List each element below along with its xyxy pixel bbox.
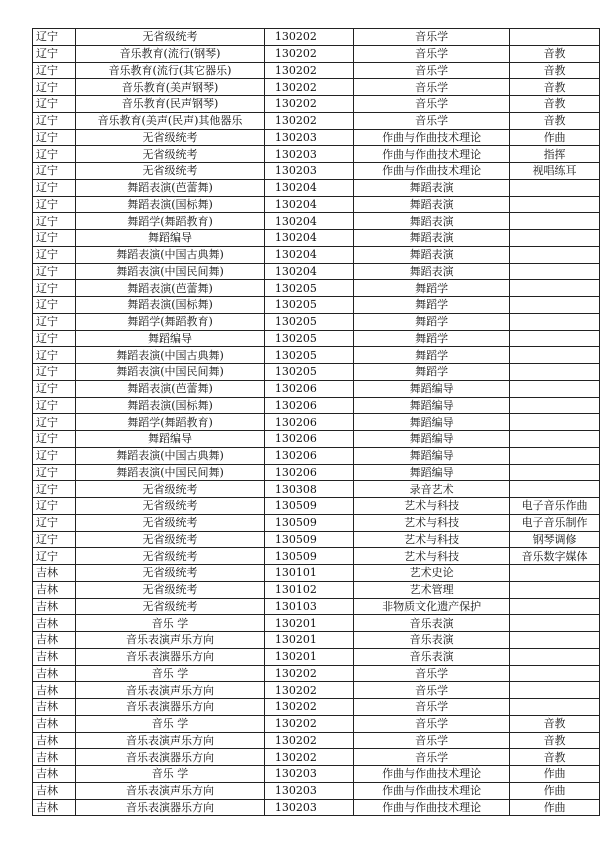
- table-row: [33, 297, 600, 314]
- major-code-cell: 130202: [264, 749, 353, 766]
- major-name-cell: 舞蹈编导: [354, 464, 510, 481]
- direction-cell: 作曲: [510, 782, 600, 799]
- exam-category-cell: 舞蹈学(舞蹈教育): [76, 213, 265, 230]
- major-code-cell: 130206: [264, 431, 353, 448]
- direction-cell: [510, 682, 600, 699]
- table-row: [33, 62, 600, 79]
- major-code-cell: 130205: [264, 364, 353, 381]
- direction-cell: [510, 414, 600, 431]
- exam-category-cell: 音乐 学: [76, 615, 265, 632]
- direction-cell: [510, 615, 600, 632]
- table-row: [33, 699, 600, 716]
- direction-cell: 音教: [510, 62, 600, 79]
- province-cell: 辽宁: [33, 397, 76, 414]
- exam-category-cell: 无省级统考: [76, 531, 265, 548]
- direction-cell: [510, 397, 600, 414]
- direction-cell: 音教: [510, 715, 600, 732]
- major-name-cell: 舞蹈编导: [354, 414, 510, 431]
- table-row: [33, 129, 600, 146]
- province-cell: 吉林: [33, 699, 76, 716]
- major-name-cell: 艺术史论: [354, 565, 510, 582]
- major-name-cell: 艺术与科技: [354, 531, 510, 548]
- major-name-cell: 艺术与科技: [354, 514, 510, 531]
- major-code-cell: 130202: [264, 79, 353, 96]
- table-row: [33, 246, 600, 263]
- exam-category-cell: 舞蹈学(舞蹈教育): [76, 313, 265, 330]
- direction-cell: 作曲: [510, 766, 600, 783]
- province-cell: 辽宁: [33, 280, 76, 297]
- province-cell: 辽宁: [33, 62, 76, 79]
- direction-cell: [510, 347, 600, 364]
- province-cell: 辽宁: [33, 380, 76, 397]
- exam-category-cell: 无省级统考: [76, 29, 265, 46]
- major-code-cell: 130509: [264, 531, 353, 548]
- exam-category-cell: 舞蹈编导: [76, 330, 265, 347]
- major-code-cell: 130205: [264, 347, 353, 364]
- major-name-cell: 舞蹈编导: [354, 380, 510, 397]
- direction-cell: [510, 464, 600, 481]
- major-code-cell: 130204: [264, 230, 353, 247]
- major-code-cell: 130203: [264, 782, 353, 799]
- major-code-cell: 130201: [264, 632, 353, 649]
- table-row: [33, 45, 600, 62]
- major-code-cell: 130202: [264, 112, 353, 129]
- table-row: [33, 96, 600, 113]
- table-row: [33, 464, 600, 481]
- exam-category-cell: 音乐表演声乐方向: [76, 782, 265, 799]
- exam-category-cell: 舞蹈表演(中国古典舞): [76, 246, 265, 263]
- major-code-cell: 130203: [264, 799, 353, 816]
- table-row: [33, 213, 600, 230]
- province-cell: 辽宁: [33, 146, 76, 163]
- province-cell: 辽宁: [33, 313, 76, 330]
- table-row: [33, 531, 600, 548]
- direction-cell: [510, 481, 600, 498]
- table-row: [33, 598, 600, 615]
- table-row: [33, 414, 600, 431]
- table-row: [33, 749, 600, 766]
- major-name-cell: 作曲与作曲技术理论: [354, 129, 510, 146]
- province-cell: 辽宁: [33, 45, 76, 62]
- major-code-cell: 130205: [264, 313, 353, 330]
- major-name-cell: 音乐学: [354, 699, 510, 716]
- table-row: [33, 481, 600, 498]
- province-cell: 辽宁: [33, 112, 76, 129]
- direction-cell: 音教: [510, 732, 600, 749]
- exam-category-cell: 无省级统考: [76, 481, 265, 498]
- direction-cell: [510, 230, 600, 247]
- province-cell: 辽宁: [33, 364, 76, 381]
- major-code-cell: 130204: [264, 213, 353, 230]
- major-code-cell: 130202: [264, 732, 353, 749]
- exam-category-cell: 无省级统考: [76, 565, 265, 582]
- direction-cell: [510, 297, 600, 314]
- major-name-cell: 作曲与作曲技术理论: [354, 163, 510, 180]
- table-row: [33, 732, 600, 749]
- province-cell: 吉林: [33, 598, 76, 615]
- direction-cell: 音教: [510, 112, 600, 129]
- admissions-table: [32, 28, 600, 816]
- province-cell: 辽宁: [33, 79, 76, 96]
- major-name-cell: 舞蹈学: [354, 297, 510, 314]
- direction-cell: [510, 581, 600, 598]
- major-name-cell: 作曲与作曲技术理论: [354, 782, 510, 799]
- table-row: [33, 766, 600, 783]
- major-code-cell: 130509: [264, 548, 353, 565]
- table-row: [33, 447, 600, 464]
- province-cell: 辽宁: [33, 347, 76, 364]
- major-code-cell: 130206: [264, 380, 353, 397]
- major-code-cell: 130206: [264, 464, 353, 481]
- exam-category-cell: 音乐 学: [76, 766, 265, 783]
- major-code-cell: 130202: [264, 665, 353, 682]
- table-row: [33, 163, 600, 180]
- province-cell: 辽宁: [33, 213, 76, 230]
- exam-category-cell: 无省级统考: [76, 163, 265, 180]
- major-code-cell: 130509: [264, 514, 353, 531]
- direction-cell: [510, 665, 600, 682]
- major-code-cell: 130101: [264, 565, 353, 582]
- direction-cell: [510, 280, 600, 297]
- major-code-cell: 130204: [264, 263, 353, 280]
- major-code-cell: 130201: [264, 648, 353, 665]
- major-code-cell: 130201: [264, 615, 353, 632]
- province-cell: 吉林: [33, 665, 76, 682]
- direction-cell: [510, 213, 600, 230]
- exam-category-cell: 音乐表演声乐方向: [76, 732, 265, 749]
- province-cell: 辽宁: [33, 263, 76, 280]
- province-cell: 辽宁: [33, 330, 76, 347]
- major-name-cell: 舞蹈编导: [354, 447, 510, 464]
- major-name-cell: 舞蹈学: [354, 313, 510, 330]
- exam-category-cell: 无省级统考: [76, 581, 265, 598]
- major-code-cell: 130206: [264, 447, 353, 464]
- exam-category-cell: 舞蹈表演(中国民间舞): [76, 364, 265, 381]
- province-cell: 吉林: [33, 715, 76, 732]
- direction-cell: 音教: [510, 749, 600, 766]
- major-name-cell: 音乐学: [354, 112, 510, 129]
- table-row: [33, 632, 600, 649]
- major-code-cell: 130103: [264, 598, 353, 615]
- table-row: [33, 230, 600, 247]
- direction-cell: 电子音乐作曲: [510, 498, 600, 515]
- province-cell: 辽宁: [33, 431, 76, 448]
- table-row: [33, 280, 600, 297]
- province-cell: 辽宁: [33, 464, 76, 481]
- major-name-cell: 舞蹈编导: [354, 397, 510, 414]
- province-cell: 辽宁: [33, 196, 76, 213]
- table-row: [33, 715, 600, 732]
- major-code-cell: 130202: [264, 96, 353, 113]
- major-name-cell: 音乐学: [354, 79, 510, 96]
- major-name-cell: 音乐学: [354, 665, 510, 682]
- direction-cell: 音教: [510, 79, 600, 96]
- province-cell: 辽宁: [33, 414, 76, 431]
- table-row: [33, 364, 600, 381]
- major-code-cell: 130205: [264, 297, 353, 314]
- major-name-cell: 舞蹈编导: [354, 431, 510, 448]
- table-row: [33, 665, 600, 682]
- province-cell: 辽宁: [33, 481, 76, 498]
- exam-category-cell: 音乐表演器乐方向: [76, 799, 265, 816]
- direction-cell: 音教: [510, 45, 600, 62]
- major-code-cell: 130202: [264, 45, 353, 62]
- table-row: [33, 514, 600, 531]
- province-cell: 吉林: [33, 749, 76, 766]
- direction-cell: [510, 565, 600, 582]
- province-cell: 辽宁: [33, 531, 76, 548]
- exam-category-cell: 舞蹈表演(芭蕾舞): [76, 280, 265, 297]
- province-cell: 辽宁: [33, 246, 76, 263]
- table-row: [33, 615, 600, 632]
- major-name-cell: 艺术与科技: [354, 548, 510, 565]
- major-code-cell: 130203: [264, 146, 353, 163]
- direction-cell: [510, 648, 600, 665]
- table-body: [33, 29, 600, 816]
- direction-cell: [510, 598, 600, 615]
- major-name-cell: 作曲与作曲技术理论: [354, 799, 510, 816]
- province-cell: 辽宁: [33, 514, 76, 531]
- exam-category-cell: 舞蹈表演(中国古典舞): [76, 447, 265, 464]
- exam-category-cell: 无省级统考: [76, 598, 265, 615]
- exam-category-cell: 音乐教育(民声钢琴): [76, 96, 265, 113]
- direction-cell: [510, 246, 600, 263]
- direction-cell: [510, 263, 600, 280]
- exam-category-cell: 舞蹈表演(中国古典舞): [76, 347, 265, 364]
- major-name-cell: 非物质文化遗产保护: [354, 598, 510, 615]
- major-name-cell: 舞蹈学: [354, 364, 510, 381]
- province-cell: 辽宁: [33, 129, 76, 146]
- province-cell: 吉林: [33, 632, 76, 649]
- exam-category-cell: 音乐教育(美声钢琴): [76, 79, 265, 96]
- province-cell: 辽宁: [33, 548, 76, 565]
- major-name-cell: 舞蹈学: [354, 330, 510, 347]
- major-code-cell: 130206: [264, 414, 353, 431]
- direction-cell: [510, 179, 600, 196]
- major-code-cell: 130204: [264, 179, 353, 196]
- exam-category-cell: 舞蹈表演(芭蕾舞): [76, 179, 265, 196]
- exam-category-cell: 音乐表演声乐方向: [76, 632, 265, 649]
- table-row: [33, 498, 600, 515]
- exam-category-cell: 音乐 学: [76, 665, 265, 682]
- direction-cell: [510, 632, 600, 649]
- table-row: [33, 565, 600, 582]
- direction-cell: 视唱练耳: [510, 163, 600, 180]
- direction-cell: [510, 431, 600, 448]
- major-code-cell: 130202: [264, 62, 353, 79]
- major-name-cell: 舞蹈学: [354, 280, 510, 297]
- exam-category-cell: 无省级统考: [76, 514, 265, 531]
- table-row: [33, 29, 600, 46]
- province-cell: 辽宁: [33, 230, 76, 247]
- exam-category-cell: 舞蹈学(舞蹈教育): [76, 414, 265, 431]
- province-cell: 辽宁: [33, 447, 76, 464]
- exam-category-cell: 音乐 学: [76, 715, 265, 732]
- exam-category-cell: 舞蹈表演(中国民间舞): [76, 464, 265, 481]
- exam-category-cell: 无省级统考: [76, 548, 265, 565]
- major-code-cell: 130205: [264, 330, 353, 347]
- direction-cell: [510, 330, 600, 347]
- table-row: [33, 313, 600, 330]
- major-code-cell: 130202: [264, 715, 353, 732]
- major-name-cell: 舞蹈表演: [354, 246, 510, 263]
- direction-cell: [510, 29, 600, 46]
- province-cell: 吉林: [33, 732, 76, 749]
- major-code-cell: 130202: [264, 29, 353, 46]
- direction-cell: 音乐数字媒体: [510, 548, 600, 565]
- direction-cell: [510, 313, 600, 330]
- exam-category-cell: 音乐表演器乐方向: [76, 648, 265, 665]
- exam-category-cell: 音乐表演器乐方向: [76, 749, 265, 766]
- exam-category-cell: 舞蹈编导: [76, 431, 265, 448]
- major-name-cell: 艺术管理: [354, 581, 510, 598]
- major-name-cell: 舞蹈表演: [354, 196, 510, 213]
- exam-category-cell: 舞蹈表演(国标舞): [76, 297, 265, 314]
- direction-cell: 钢琴调修: [510, 531, 600, 548]
- table-row: [33, 782, 600, 799]
- major-name-cell: 舞蹈表演: [354, 213, 510, 230]
- major-name-cell: 舞蹈表演: [354, 263, 510, 280]
- major-name-cell: 音乐学: [354, 715, 510, 732]
- province-cell: 辽宁: [33, 179, 76, 196]
- direction-cell: 指挥: [510, 146, 600, 163]
- province-cell: 吉林: [33, 782, 76, 799]
- direction-cell: [510, 447, 600, 464]
- exam-category-cell: 无省级统考: [76, 498, 265, 515]
- major-name-cell: 舞蹈表演: [354, 179, 510, 196]
- table-row: [33, 799, 600, 816]
- province-cell: 辽宁: [33, 297, 76, 314]
- province-cell: 辽宁: [33, 163, 76, 180]
- table-row: [33, 79, 600, 96]
- direction-cell: [510, 380, 600, 397]
- direction-cell: [510, 699, 600, 716]
- province-cell: 吉林: [33, 766, 76, 783]
- direction-cell: 音教: [510, 96, 600, 113]
- major-name-cell: 音乐学: [354, 45, 510, 62]
- table-row: [33, 347, 600, 364]
- major-name-cell: 艺术与科技: [354, 498, 510, 515]
- major-code-cell: 130202: [264, 699, 353, 716]
- exam-category-cell: 音乐教育(美声(民声)其他器乐: [76, 112, 265, 129]
- table-row: [33, 112, 600, 129]
- table-row: [33, 397, 600, 414]
- major-name-cell: 舞蹈表演: [354, 230, 510, 247]
- major-name-cell: 舞蹈学: [354, 347, 510, 364]
- major-name-cell: 音乐表演: [354, 615, 510, 632]
- major-name-cell: 音乐表演: [354, 632, 510, 649]
- exam-category-cell: 音乐教育(流行(钢琴): [76, 45, 265, 62]
- exam-category-cell: 音乐教育(流行(其它器乐): [76, 62, 265, 79]
- major-name-cell: 音乐学: [354, 29, 510, 46]
- major-code-cell: 130202: [264, 682, 353, 699]
- table-row: [33, 682, 600, 699]
- direction-cell: 作曲: [510, 799, 600, 816]
- major-code-cell: 130203: [264, 129, 353, 146]
- direction-cell: [510, 196, 600, 213]
- exam-category-cell: 音乐表演声乐方向: [76, 682, 265, 699]
- province-cell: 辽宁: [33, 29, 76, 46]
- exam-category-cell: 音乐表演器乐方向: [76, 699, 265, 716]
- major-code-cell: 130102: [264, 581, 353, 598]
- province-cell: 吉林: [33, 648, 76, 665]
- province-cell: 辽宁: [33, 498, 76, 515]
- major-name-cell: 音乐学: [354, 732, 510, 749]
- direction-cell: 作曲: [510, 129, 600, 146]
- major-code-cell: 130204: [264, 196, 353, 213]
- major-code-cell: 130204: [264, 246, 353, 263]
- table-row: [33, 263, 600, 280]
- exam-category-cell: 舞蹈表演(国标舞): [76, 397, 265, 414]
- major-code-cell: 130509: [264, 498, 353, 515]
- major-name-cell: 音乐学: [354, 682, 510, 699]
- table-row: [33, 581, 600, 598]
- direction-cell: [510, 364, 600, 381]
- major-name-cell: 作曲与作曲技术理论: [354, 146, 510, 163]
- province-cell: 吉林: [33, 581, 76, 598]
- major-code-cell: 130203: [264, 766, 353, 783]
- table-row: [33, 548, 600, 565]
- table-row: [33, 146, 600, 163]
- major-name-cell: 作曲与作曲技术理论: [354, 766, 510, 783]
- table-row: [33, 431, 600, 448]
- table-row: [33, 196, 600, 213]
- province-cell: 吉林: [33, 565, 76, 582]
- exam-category-cell: 舞蹈表演(中国民间舞): [76, 263, 265, 280]
- exam-category-cell: 无省级统考: [76, 129, 265, 146]
- major-name-cell: 音乐学: [354, 96, 510, 113]
- major-code-cell: 130308: [264, 481, 353, 498]
- major-code-cell: 130205: [264, 280, 353, 297]
- province-cell: 吉林: [33, 799, 76, 816]
- table-row: [33, 330, 600, 347]
- major-name-cell: 音乐学: [354, 749, 510, 766]
- exam-category-cell: 舞蹈编导: [76, 230, 265, 247]
- exam-category-cell: 无省级统考: [76, 146, 265, 163]
- major-name-cell: 音乐学: [354, 62, 510, 79]
- exam-category-cell: 舞蹈表演(国标舞): [76, 196, 265, 213]
- major-name-cell: 录音艺术: [354, 481, 510, 498]
- province-cell: 吉林: [33, 682, 76, 699]
- table-row: [33, 380, 600, 397]
- major-code-cell: 130206: [264, 397, 353, 414]
- direction-cell: 电子音乐制作: [510, 514, 600, 531]
- major-code-cell: 130203: [264, 163, 353, 180]
- table-row: [33, 179, 600, 196]
- province-cell: 辽宁: [33, 96, 76, 113]
- major-name-cell: 音乐表演: [354, 648, 510, 665]
- table-row: [33, 648, 600, 665]
- province-cell: 吉林: [33, 615, 76, 632]
- exam-category-cell: 舞蹈表演(芭蕾舞): [76, 380, 265, 397]
